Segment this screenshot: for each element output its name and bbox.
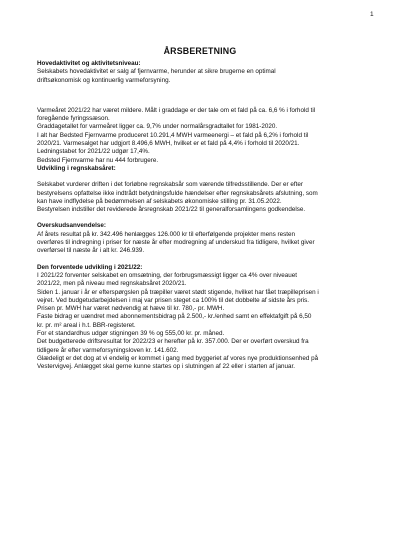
- expected-development-heading: Den forventede udvikling i 2021/22:: [37, 263, 143, 271]
- body-line: Selskabet vurderer driften i det forløbne regnskabsår som værende tilfredsstillende. Der er efter: [37, 181, 303, 189]
- body-line: Ledningstabet for 2021/22 udgør 17,4%.: [37, 148, 150, 156]
- body-line: driftsøkonomisk og kontinuerlig varmeforsyning.: [37, 76, 171, 84]
- body-line: Varmeåret 2021/22 har været mildere. Målt i graddage er der tale om et fald på ca. 6,6 % i forhold til: [37, 106, 316, 114]
- body-line: Siden 1. januar i år er efterspørgslen på træpiller været stødt stigende, hvilket har fået træpilleprisen i: [37, 288, 319, 296]
- page-number: 1: [370, 11, 374, 18]
- body-line: Bedsted Fjernvarme har nu 444 forbrugere.: [37, 156, 159, 164]
- body-line: foregående fyringssæson.: [37, 115, 110, 123]
- body-line: overføres til indregning i priser for næste år efter modregning af underskud fra tidligere, hvilket giver: [37, 239, 315, 247]
- surplus-heading: Overskudsanvendelse:: [37, 222, 106, 230]
- body-line: kr. pr. m² areal i h.t. BBR-registeret.: [37, 321, 136, 329]
- body-line: Af årets resultat på kr. 342.496 henlægges 126.000 kr til efterfølgende projekter mens resten: [37, 230, 295, 238]
- report-body: [37, 60, 372, 372]
- body-line: I 2021/22 forventer selskabet en omsætning, der forbrugsmæssigt ligger ca 4% over niveauet: [37, 271, 298, 279]
- body-line: overførsel til næste år i alt kr. 246.939.: [37, 247, 145, 255]
- body-line: Prisen pr. MWH har været nødvendig at hæve til kr. 780,- pr. MWH.: [37, 305, 225, 313]
- body-line: kan have indflydelse på bedømmelsen af selskabets økonomiske stilling pr. 31.05.2022.: [37, 197, 282, 205]
- body-line: Bestyrelsen indstiller det reviderede årsregnskab 2021/22 til generalforsamlingens godkendelse.: [37, 206, 306, 214]
- body-line: vejret. Ved budgetudarbejdelsen i maj var prisen steget ca 100% til det dobbelte af sidste års pris.: [37, 296, 309, 304]
- body-line: Graddagetallet for varmeåret ligger ca. 9,7% under normalårsgradtallet for 1981-2020.: [37, 123, 278, 131]
- body-line: 2020/21. Varmesalget har udgjort 8.496,6 MWH, hvilket er et fald på 4,4% i forhold til 2020/21.: [37, 140, 300, 148]
- main-activity-heading: Hovedaktivitet og aktivitetsniveau:: [37, 60, 141, 67]
- body-line: Faste bidrag er uændret med abonnementsbidrag på 2.500,- kr./enhed samt en effektafgift på 6,50: [37, 313, 312, 321]
- body-line: bestyrelsens opfattelse ikke indtrådt betydningsfulde hændelser efter regnskabsårets afslutning, som: [37, 189, 318, 197]
- body-line: Glædeligt er det dog at vi endelig er kommet i gang med byggeriet af vores nye produktionsenhed på: [37, 354, 319, 362]
- body-line: tidligere år efter varmeforsyningsloven kr. 141.602.: [37, 346, 179, 354]
- document-title: ÅRSBERETNING: [163, 46, 237, 56]
- body-line: For et standardhus udgør stigningen 39 % og 555,00 kr. pr. måned.: [37, 330, 225, 338]
- body-line: Det budgetterede driftsresultat for 2022/23 er herefter på kr. 357.000. Der er overført overskud fra: [37, 338, 309, 346]
- development-heading: Udvikling i regnskabsåret:: [37, 164, 116, 172]
- body-line: I alt har Bedsted Fjernvarme produceret 10.291,4 MWH varmeenergi – et fald på 6,2% i forhold til: [37, 131, 309, 139]
- body-line: Vestervigvej. Anlægget skal gerne kunne startes op i slutningen af 22 eller i starten af januar.: [37, 363, 295, 371]
- body-line: 2021/22, men på niveau med regnskabsåret 2020/21.: [37, 280, 187, 288]
- body-line: Selskabets hovedaktivitet er salg af fjernvarme, herunder at sikre brugerne en optimal: [37, 68, 276, 76]
